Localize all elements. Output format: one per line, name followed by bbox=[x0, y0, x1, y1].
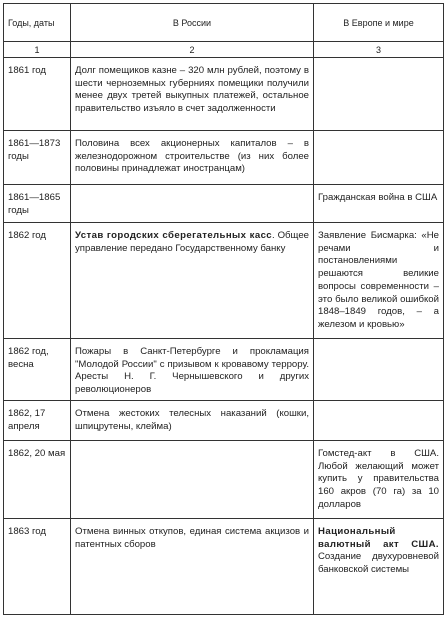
world-text bbox=[314, 401, 443, 411]
world-cell bbox=[314, 400, 444, 440]
world-text bbox=[314, 131, 443, 141]
year-text: 1861—1865 годы bbox=[8, 192, 61, 216]
russia-cell bbox=[71, 518, 314, 614]
world-text: Гражданская война в США bbox=[318, 192, 438, 203]
chronology-table bbox=[3, 3, 444, 615]
russia-text: Отмена жестоких телесных наказаний (кошки, шпицрутены, клейма) bbox=[75, 407, 309, 432]
world-text: Гомстед-акт в США. Любой желающий может купить у правительства 160 акров (70 га) за 10 долларов bbox=[318, 447, 439, 510]
year-cell bbox=[4, 400, 71, 440]
header-world: В Европе и мире bbox=[314, 4, 444, 42]
year-cell bbox=[4, 185, 71, 223]
world-cell bbox=[314, 339, 444, 401]
russia-cell bbox=[71, 223, 314, 339]
year-text: 1862, 20 мая bbox=[8, 447, 66, 459]
world-cell bbox=[314, 131, 444, 185]
column-number-1: 1 bbox=[4, 42, 71, 58]
world-bold-text: Национальный валютный акт США. bbox=[318, 525, 439, 550]
russia-text bbox=[71, 185, 313, 195]
year-text: 1863 год bbox=[8, 525, 47, 537]
russia-bold-text: Устав городских сберегательных касс bbox=[75, 230, 273, 241]
world-cell bbox=[314, 58, 444, 131]
year-cell bbox=[4, 58, 71, 131]
header-row bbox=[4, 4, 444, 42]
header-russia: В России bbox=[71, 4, 314, 42]
world-cell bbox=[314, 185, 444, 223]
russia-cell bbox=[71, 440, 314, 518]
world-text bbox=[314, 339, 443, 349]
russia-text: Половина всех акционерных капиталов – в железнодорожном строительстве (из них более половины принадлежат иностранцам) bbox=[75, 138, 309, 175]
world-cell bbox=[314, 440, 444, 518]
world-cell bbox=[314, 223, 444, 339]
russia-cell bbox=[71, 131, 314, 185]
table-row bbox=[4, 440, 444, 518]
russia-cell bbox=[71, 339, 314, 401]
table-row bbox=[4, 223, 444, 339]
year-cell bbox=[4, 339, 71, 401]
year-cell bbox=[4, 223, 71, 339]
year-text: 1862, 17 апреля bbox=[8, 407, 46, 432]
table-row bbox=[4, 400, 444, 440]
russia-cell bbox=[71, 58, 314, 131]
table-row bbox=[4, 131, 444, 185]
year-text: 1861 год bbox=[8, 65, 47, 76]
column-number-2: 2 bbox=[71, 42, 314, 58]
year-cell bbox=[4, 440, 71, 518]
world-text: Заявление Бисмарка: «Не речами и постановлениями решаются великие вопросы современности – это было великой ошибкой 1848–1849 годов, – а железом и кровью» bbox=[318, 230, 439, 330]
table-row bbox=[4, 518, 444, 614]
russia-text: Долг помещиков казне – 320 млн рублей, поэтому в шести черноземных губерниях помещики получили менее двух третей выкупных платежей, остальное правительство изъяло в счет задолженности bbox=[75, 65, 309, 115]
russia-cell bbox=[71, 185, 314, 223]
year-cell bbox=[4, 131, 71, 185]
table-row bbox=[4, 339, 444, 401]
year-cell bbox=[4, 518, 71, 614]
table-row bbox=[4, 185, 444, 223]
year-text: 1862 год bbox=[8, 230, 47, 241]
world-text bbox=[314, 58, 443, 68]
russia-text: . Общее управление передано Государственному банку bbox=[75, 230, 309, 254]
russia-cell bbox=[71, 400, 314, 440]
column-number-row bbox=[4, 42, 444, 58]
world-text: Создание двухуровневой банковской системы bbox=[318, 551, 439, 575]
world-cell bbox=[314, 518, 444, 614]
year-text: 1862 год, весна bbox=[8, 346, 49, 370]
russia-text bbox=[71, 441, 313, 451]
header-year: Годы, даты bbox=[4, 4, 71, 42]
table-row bbox=[4, 58, 444, 131]
column-number-3: 3 bbox=[314, 42, 444, 58]
russia-text: Пожары в Санкт-Петербурге и прокламация "Молодой России" с призывом к кровавому террору. Аресты Н. Г. Чернышевского и других революционеров bbox=[75, 346, 309, 396]
russia-text: Отмена винных откупов, единая система акцизов и патентных сборов bbox=[75, 525, 309, 550]
year-text: 1861—1873 годы bbox=[8, 138, 61, 162]
